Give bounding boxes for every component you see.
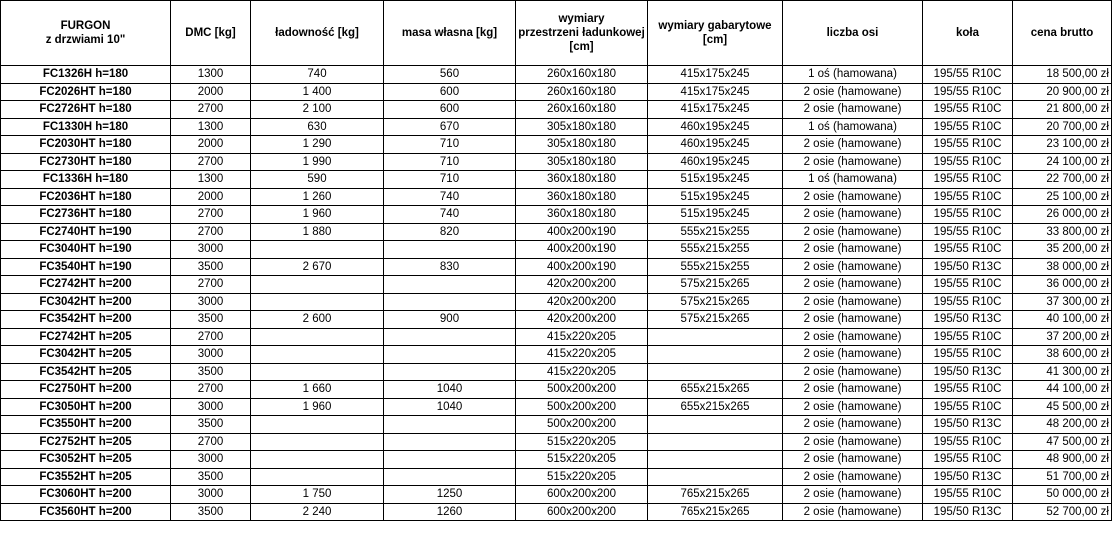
cell-osie: 2 osie (hamowane) [783, 241, 923, 259]
cell-cena: 38 000,00 zł [1013, 258, 1112, 276]
cell-dmc: 1300 [171, 66, 251, 84]
cell-gabaryt [648, 451, 783, 469]
cell-kola: 195/55 R10C [923, 83, 1013, 101]
cell-masa [384, 328, 516, 346]
header-cena: cena brutto [1013, 1, 1112, 66]
cell-dmc: 3000 [171, 293, 251, 311]
cell-kola: 195/55 R10C [923, 486, 1013, 504]
cell-kola: 195/55 R10C [923, 101, 1013, 119]
cell-wymiary: 415x220x205 [516, 363, 648, 381]
cell-masa: 1250 [384, 486, 516, 504]
cell-model: FC3042HT h=200 [1, 293, 171, 311]
cell-kola: 195/55 R10C [923, 153, 1013, 171]
cell-dmc: 2700 [171, 381, 251, 399]
cell-dmc: 3000 [171, 241, 251, 259]
cell-ladownosc [251, 433, 384, 451]
cell-ladownosc: 2 240 [251, 503, 384, 521]
cell-ladownosc: 2 670 [251, 258, 384, 276]
cell-wymiary: 500x200x200 [516, 416, 648, 434]
cell-ladownosc [251, 293, 384, 311]
cell-dmc: 3500 [171, 258, 251, 276]
cell-cena: 47 500,00 zł [1013, 433, 1112, 451]
cell-osie: 2 osie (hamowane) [783, 486, 923, 504]
cell-gabaryt [648, 468, 783, 486]
cell-ladownosc: 1 660 [251, 381, 384, 399]
cell-kola: 195/55 R10C [923, 188, 1013, 206]
cell-wymiary: 515x220x205 [516, 451, 648, 469]
cell-kola: 195/55 R10C [923, 328, 1013, 346]
cell-gabaryt: 575x215x265 [648, 311, 783, 329]
cell-wymiary: 260x160x180 [516, 101, 648, 119]
cell-wymiary: 420x200x200 [516, 311, 648, 329]
table-row [1, 381, 1112, 399]
cell-cena: 22 700,00 zł [1013, 171, 1112, 189]
table-row [1, 241, 1112, 259]
table-row [1, 83, 1112, 101]
cell-cena: 37 200,00 zł [1013, 328, 1112, 346]
cell-osie: 2 osie (hamowane) [783, 468, 923, 486]
cell-model: FC3552HT h=205 [1, 468, 171, 486]
cell-model: FC3050HT h=200 [1, 398, 171, 416]
cell-masa [384, 241, 516, 259]
cell-cena: 44 100,00 zł [1013, 381, 1112, 399]
cell-dmc: 3500 [171, 416, 251, 434]
cell-model: FC3550HT h=200 [1, 416, 171, 434]
cell-wymiary: 305x180x180 [516, 153, 648, 171]
cell-dmc: 2700 [171, 153, 251, 171]
header-dmc: DMC [kg] [171, 1, 251, 66]
cell-model: FC3052HT h=205 [1, 451, 171, 469]
table-row [1, 171, 1112, 189]
cell-gabaryt: 415x175x245 [648, 66, 783, 84]
cell-cena: 51 700,00 zł [1013, 468, 1112, 486]
cell-cena: 20 700,00 zł [1013, 118, 1112, 136]
cell-gabaryt: 515x195x245 [648, 188, 783, 206]
cell-gabaryt [648, 346, 783, 364]
table-body [1, 66, 1112, 521]
header-kola: koła [923, 1, 1013, 66]
cell-kola: 195/55 R10C [923, 293, 1013, 311]
cell-cena: 33 800,00 zł [1013, 223, 1112, 241]
cell-model: FC2026HT h=180 [1, 83, 171, 101]
cell-dmc: 2000 [171, 83, 251, 101]
cell-ladownosc: 2 100 [251, 101, 384, 119]
cell-dmc: 3000 [171, 451, 251, 469]
cell-masa [384, 293, 516, 311]
table-row [1, 503, 1112, 521]
cell-gabaryt: 655x215x265 [648, 398, 783, 416]
cell-dmc: 2700 [171, 101, 251, 119]
table-title [1, 1, 171, 66]
cell-wymiary: 415x220x205 [516, 346, 648, 364]
header-wymiary-line2: przestrzeni ładunkowej [518, 27, 645, 39]
cell-model: FC3040HT h=190 [1, 241, 171, 259]
cell-wymiary: 400x200x190 [516, 223, 648, 241]
cell-dmc: 2000 [171, 136, 251, 154]
cell-osie: 2 osie (hamowane) [783, 258, 923, 276]
cell-masa: 1260 [384, 503, 516, 521]
cell-model: FC1336H h=180 [1, 171, 171, 189]
cell-masa: 560 [384, 66, 516, 84]
table-row [1, 188, 1112, 206]
cell-masa: 710 [384, 136, 516, 154]
cell-model: FC2742HT h=200 [1, 276, 171, 294]
cell-cena: 48 900,00 zł [1013, 451, 1112, 469]
cell-osie: 2 osie (hamowane) [783, 346, 923, 364]
cell-dmc: 3500 [171, 311, 251, 329]
cell-cena: 37 300,00 zł [1013, 293, 1112, 311]
cell-ladownosc: 1 750 [251, 486, 384, 504]
cell-ladownosc: 1 290 [251, 136, 384, 154]
cell-wymiary: 360x180x180 [516, 188, 648, 206]
cell-osie: 2 osie (hamowane) [783, 381, 923, 399]
header-wymiary [516, 1, 648, 66]
cell-dmc: 2700 [171, 206, 251, 224]
cell-cena: 23 100,00 zł [1013, 136, 1112, 154]
cell-osie: 2 osie (hamowane) [783, 153, 923, 171]
cell-gabaryt: 555x215x255 [648, 241, 783, 259]
cell-kola: 195/55 R10C [923, 451, 1013, 469]
cell-wymiary: 515x220x205 [516, 433, 648, 451]
header-gabaryt-line1: wymiary gabarytowe [658, 20, 772, 32]
table-row [1, 206, 1112, 224]
cell-masa: 670 [384, 118, 516, 136]
cell-dmc: 1300 [171, 171, 251, 189]
cell-masa: 820 [384, 223, 516, 241]
table-row [1, 398, 1112, 416]
cell-wymiary: 400x200x190 [516, 258, 648, 276]
cell-kola: 195/55 R10C [923, 346, 1013, 364]
cell-gabaryt: 575x215x265 [648, 293, 783, 311]
cell-masa: 600 [384, 101, 516, 119]
cell-kola: 195/55 R10C [923, 118, 1013, 136]
cell-ladownosc: 1 880 [251, 223, 384, 241]
cell-ladownosc: 2 600 [251, 311, 384, 329]
cell-model: FC3542HT h=205 [1, 363, 171, 381]
cell-gabaryt: 765x215x265 [648, 486, 783, 504]
cell-model: FC2750HT h=200 [1, 381, 171, 399]
cell-model: FC2726HT h=180 [1, 101, 171, 119]
cell-dmc: 3500 [171, 363, 251, 381]
cell-cena: 52 700,00 zł [1013, 503, 1112, 521]
cell-model: FC2742HT h=205 [1, 328, 171, 346]
cell-masa [384, 346, 516, 364]
header-row [1, 1, 1112, 66]
table-row [1, 363, 1112, 381]
cell-kola: 195/50 R13C [923, 416, 1013, 434]
table-row [1, 293, 1112, 311]
cell-wymiary: 500x200x200 [516, 398, 648, 416]
cell-wymiary: 260x160x180 [516, 66, 648, 84]
cell-masa [384, 468, 516, 486]
table-title-line1: FURGON [60, 20, 111, 32]
cell-cena: 36 000,00 zł [1013, 276, 1112, 294]
cell-osie: 2 osie (hamowane) [783, 293, 923, 311]
header-masa: masa własna [kg] [384, 1, 516, 66]
cell-gabaryt [648, 363, 783, 381]
table-row [1, 451, 1112, 469]
cell-cena: 24 100,00 zł [1013, 153, 1112, 171]
cell-dmc: 2700 [171, 433, 251, 451]
cell-osie: 2 osie (hamowane) [783, 276, 923, 294]
cell-cena: 41 300,00 zł [1013, 363, 1112, 381]
cell-ladownosc: 1 990 [251, 153, 384, 171]
table-row [1, 468, 1112, 486]
cell-ladownosc: 740 [251, 66, 384, 84]
cell-wymiary: 305x180x180 [516, 136, 648, 154]
cell-gabaryt: 655x215x265 [648, 381, 783, 399]
table-row [1, 276, 1112, 294]
cell-kola: 195/55 R10C [923, 136, 1013, 154]
cell-wymiary: 360x180x180 [516, 171, 648, 189]
cell-dmc: 2700 [171, 328, 251, 346]
cell-wymiary: 420x200x200 [516, 276, 648, 294]
cell-wymiary: 515x220x205 [516, 468, 648, 486]
cell-masa: 740 [384, 206, 516, 224]
cell-dmc: 2000 [171, 188, 251, 206]
cell-dmc: 2700 [171, 276, 251, 294]
table-row [1, 118, 1112, 136]
cell-osie: 2 osie (hamowane) [783, 223, 923, 241]
cell-masa: 710 [384, 171, 516, 189]
cell-cena: 20 900,00 zł [1013, 83, 1112, 101]
cell-wymiary: 415x220x205 [516, 328, 648, 346]
cell-ladownosc [251, 346, 384, 364]
cell-osie: 2 osie (hamowane) [783, 328, 923, 346]
cell-wymiary: 600x200x200 [516, 503, 648, 521]
cell-osie: 2 osie (hamowane) [783, 503, 923, 521]
cell-ladownosc: 1 260 [251, 188, 384, 206]
cell-gabaryt: 515x195x245 [648, 171, 783, 189]
table-row [1, 136, 1112, 154]
cell-model: FC3540HT h=190 [1, 258, 171, 276]
table-row [1, 433, 1112, 451]
cell-model: FC3042HT h=205 [1, 346, 171, 364]
cell-model: FC1326H h=180 [1, 66, 171, 84]
cell-masa: 710 [384, 153, 516, 171]
cell-osie: 2 osie (hamowane) [783, 311, 923, 329]
table-row [1, 101, 1112, 119]
cell-kola: 195/55 R10C [923, 66, 1013, 84]
cell-gabaryt: 555x215x255 [648, 223, 783, 241]
cell-cena: 35 200,00 zł [1013, 241, 1112, 259]
cell-model: FC3560HT h=200 [1, 503, 171, 521]
header-wymiary-line3: [cm] [569, 41, 594, 53]
table-row [1, 346, 1112, 364]
cell-ladownosc [251, 241, 384, 259]
cell-ladownosc [251, 451, 384, 469]
cell-model: FC1330H h=180 [1, 118, 171, 136]
cell-dmc: 1300 [171, 118, 251, 136]
cell-cena: 38 600,00 zł [1013, 346, 1112, 364]
cell-ladownosc: 590 [251, 171, 384, 189]
cell-kola: 195/55 R10C [923, 241, 1013, 259]
cell-kola: 195/55 R10C [923, 223, 1013, 241]
cell-wymiary: 260x160x180 [516, 83, 648, 101]
cell-gabaryt [648, 328, 783, 346]
cell-cena: 26 000,00 zł [1013, 206, 1112, 224]
cell-gabaryt: 460x195x245 [648, 136, 783, 154]
cell-model: FC2752HT h=205 [1, 433, 171, 451]
cell-osie: 2 osie (hamowane) [783, 451, 923, 469]
cell-wymiary: 420x200x200 [516, 293, 648, 311]
cell-dmc: 2700 [171, 223, 251, 241]
cell-cena: 48 200,00 zł [1013, 416, 1112, 434]
cell-ladownosc: 1 960 [251, 206, 384, 224]
cell-masa [384, 416, 516, 434]
cell-ladownosc: 1 400 [251, 83, 384, 101]
cell-osie: 1 oś (hamowana) [783, 118, 923, 136]
cell-cena: 50 000,00 zł [1013, 486, 1112, 504]
header-wymiary-line1: wymiary [558, 13, 605, 25]
cell-ladownosc [251, 416, 384, 434]
cell-kola: 195/50 R13C [923, 363, 1013, 381]
cell-gabaryt: 460x195x245 [648, 118, 783, 136]
cell-masa: 900 [384, 311, 516, 329]
cell-ladownosc [251, 276, 384, 294]
cell-masa: 830 [384, 258, 516, 276]
cell-dmc: 3000 [171, 486, 251, 504]
header-gabaryt-line2: [cm] [702, 34, 728, 46]
cell-osie: 1 oś (hamowana) [783, 171, 923, 189]
cell-masa [384, 433, 516, 451]
cell-kola: 195/50 R13C [923, 311, 1013, 329]
cell-gabaryt: 555x215x255 [648, 258, 783, 276]
cell-osie: 2 osie (hamowane) [783, 83, 923, 101]
table-row [1, 486, 1112, 504]
cell-model: FC2030HT h=180 [1, 136, 171, 154]
table-row [1, 258, 1112, 276]
cell-model: FC3060HT h=200 [1, 486, 171, 504]
cell-wymiary: 360x180x180 [516, 206, 648, 224]
cell-ladownosc [251, 468, 384, 486]
cell-gabaryt: 460x195x245 [648, 153, 783, 171]
table-row [1, 153, 1112, 171]
cell-kola: 195/55 R10C [923, 398, 1013, 416]
cell-kola: 195/55 R10C [923, 206, 1013, 224]
cell-ladownosc: 1 960 [251, 398, 384, 416]
cell-masa: 1040 [384, 381, 516, 399]
cell-model: FC2036HT h=180 [1, 188, 171, 206]
cell-masa: 1040 [384, 398, 516, 416]
cell-wymiary: 400x200x190 [516, 241, 648, 259]
cell-gabaryt [648, 433, 783, 451]
header-ladownosc: ładowność [kg] [251, 1, 384, 66]
cell-gabaryt: 415x175x245 [648, 101, 783, 119]
cell-ladownosc [251, 328, 384, 346]
cell-osie: 2 osie (hamowane) [783, 188, 923, 206]
cell-gabaryt: 415x175x245 [648, 83, 783, 101]
cell-osie: 2 osie (hamowane) [783, 136, 923, 154]
cell-kola: 195/50 R13C [923, 258, 1013, 276]
cell-model: FC2736HT h=180 [1, 206, 171, 224]
cell-wymiary: 600x200x200 [516, 486, 648, 504]
cell-osie: 2 osie (hamowane) [783, 433, 923, 451]
cell-cena: 21 800,00 zł [1013, 101, 1112, 119]
cell-osie: 2 osie (hamowane) [783, 416, 923, 434]
table-title-line2: z drzwiami 10" [45, 34, 126, 46]
cell-model: FC2740HT h=190 [1, 223, 171, 241]
cell-kola: 195/55 R10C [923, 276, 1013, 294]
cell-osie: 2 osie (hamowane) [783, 101, 923, 119]
cell-masa [384, 363, 516, 381]
cell-cena: 25 100,00 zł [1013, 188, 1112, 206]
cell-gabaryt [648, 416, 783, 434]
cell-kola: 195/50 R13C [923, 468, 1013, 486]
cell-masa [384, 276, 516, 294]
cell-wymiary: 500x200x200 [516, 381, 648, 399]
header-osie: liczba osi [783, 1, 923, 66]
cell-dmc: 3500 [171, 468, 251, 486]
cell-cena: 18 500,00 zł [1013, 66, 1112, 84]
cell-ladownosc [251, 363, 384, 381]
cell-wymiary: 305x180x180 [516, 118, 648, 136]
cell-masa [384, 451, 516, 469]
cell-masa: 740 [384, 188, 516, 206]
cell-dmc: 3000 [171, 346, 251, 364]
cell-gabaryt: 765x215x265 [648, 503, 783, 521]
cell-ladownosc: 630 [251, 118, 384, 136]
header-gabaryt [648, 1, 783, 66]
cell-kola: 195/55 R10C [923, 171, 1013, 189]
cell-kola: 195/55 R10C [923, 381, 1013, 399]
cell-osie: 2 osie (hamowane) [783, 363, 923, 381]
table-row [1, 311, 1112, 329]
table-row [1, 223, 1112, 241]
table-row [1, 416, 1112, 434]
cell-gabaryt: 515x195x245 [648, 206, 783, 224]
cell-osie: 1 oś (hamowana) [783, 66, 923, 84]
cell-gabaryt: 575x215x265 [648, 276, 783, 294]
cell-dmc: 3000 [171, 398, 251, 416]
cell-kola: 195/55 R10C [923, 433, 1013, 451]
cell-cena: 40 100,00 zł [1013, 311, 1112, 329]
table-row [1, 66, 1112, 84]
cell-dmc: 3500 [171, 503, 251, 521]
cell-osie: 2 osie (hamowane) [783, 398, 923, 416]
cell-masa: 600 [384, 83, 516, 101]
cell-cena: 45 500,00 zł [1013, 398, 1112, 416]
table-row [1, 328, 1112, 346]
cell-model: FC3542HT h=200 [1, 311, 171, 329]
cell-kola: 195/50 R13C [923, 503, 1013, 521]
cell-model: FC2730HT h=180 [1, 153, 171, 171]
cell-osie: 2 osie (hamowane) [783, 206, 923, 224]
